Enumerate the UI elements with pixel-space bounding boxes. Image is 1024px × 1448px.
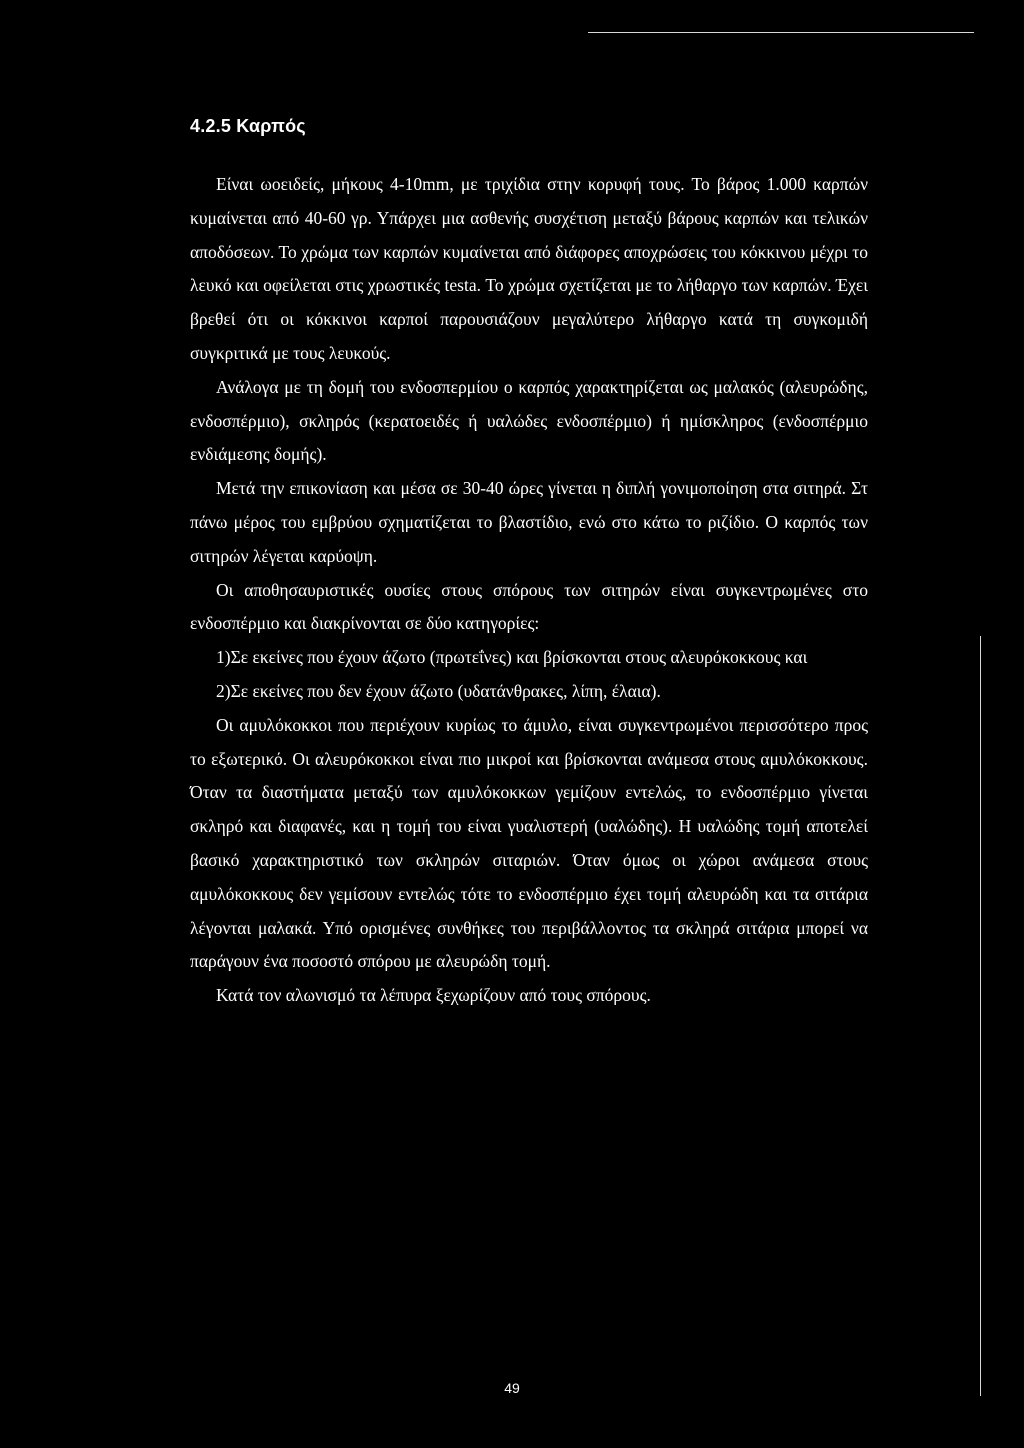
page-number: 49: [504, 1380, 520, 1396]
paragraph-endosperm-structure: Ανάλογα με τη δομή του ενδοσπερμίου ο καρπός χαρακτηρίζεται ως μαλακός (αλευρώδης, ενδοσπέρμιο), σκληρός (κερατοειδές ή υαλώδες ενδοσπέρμιο) ή ημίσκληρος (ενδοσπέρμιο ενδιάμεσης δομής).: [190, 376, 868, 465]
list-item-nitrogen: 1)Σε εκείνες που έχουν άζωτο (πρωτεΐνες) και βρίσκονται στους αλευρόκοκκους και: [216, 647, 808, 668]
paragraph-fruit-description: Είναι ωοειδείς, μήκους 4-10mm, με τριχίδια στην κορυφή τους. Το βάρος 1.000 καρπών κυμαίνεται από 40-60 γρ. Υπάρχει μια ασθενής συσχέτιση μεταξύ βάρους καρπών και τελικών αποδόσεων. Το χρώμα των καρπών κυμαίνεται από διάφορες αποχρώσεις του κόκκινου μέχρι το λευκό και οφείλεται στις χρωστικές testa. Το χρώμα σχετίζεται με το λήθαργο των καρπών. Έχει βρεθεί ότι οι κόκκινοι καρποί παρουσιάζουν μεγαλύτερο λήθαργο κατά τη συγκομιδή συγκριτικά με τους λευκούς.: [190, 174, 868, 363]
section-heading: 4.2.5 Καρπός: [190, 116, 306, 136]
paragraph-fertilization: Μετά την επικονίαση και μέσα σε 30-40 ώρες γίνεται η διπλή γονιμοποίηση στα σιτηρά. Στ πάνω μέρος του εμβρύου σχηματίζεται το βλαστίδιο, ενώ στο κάτω το ριζίδιο. Ο καρπός των σιτηρών λέγεται καρύοψη.: [190, 478, 868, 566]
header-rule: [588, 32, 974, 33]
body-text: [190, 168, 868, 1013]
paragraph-storage-substances: Οι αποθησαυριστικές ουσίες στους σπόρους των σιτηρών είναι συγκεντρωμένες στο ενδοσπέρμιο και διακρίνονται σε δύο κατηγορίες:: [190, 579, 868, 634]
paragraph-threshing: Κατά τον αλωνισμό τα λέπυρα ξεχωρίζουν από τους σπόρους.: [216, 985, 651, 1006]
list-item-non-nitrogen: 2)Σε εκείνες που δεν έχουν άζωτο (υδατάνθρακες, λίπη, έλαια).: [216, 680, 661, 701]
margin-rule: [980, 636, 981, 1396]
paragraph-starch-grains: Οι αμυλόκοκκοι που περιέχουν κυρίως το άμυλο, είναι συγκεντρωμένοι περισσότερο προς το εξωτερικό. Οι αλευρόκοκκοι είναι πιο μικροί και βρίσκονται ανάμεσα στους αμυλόκοκκους. Όταν τα διαστήματα μεταξύ των αμυλόκοκκων γεμίζουν εντελώς, το ενδοσπέρμιο γίνεται σκληρό και διαφανές, και η τομή του είναι γυαλιστερή (υαλώδης). Η υαλώδης τομή αποτελεί βασικό χαρακτηριστικό των σκληρών σιταριών. Όταν όμως οι χώροι ανάμεσα στους αμυλόκοκκους δεν γεμίσουν εντελώς τότε το ενδοσπέρμιο έχει τομή αλευρώδη και τα σιτάρια λέγονται μαλακά. Υπό ορισμένες συνθήκες του περιβάλλοντος τα σκληρά σιτάρια μπορεί να παράγουν ένα ποσοστό σπόρου με αλευρώδη τομή.: [190, 714, 868, 972]
